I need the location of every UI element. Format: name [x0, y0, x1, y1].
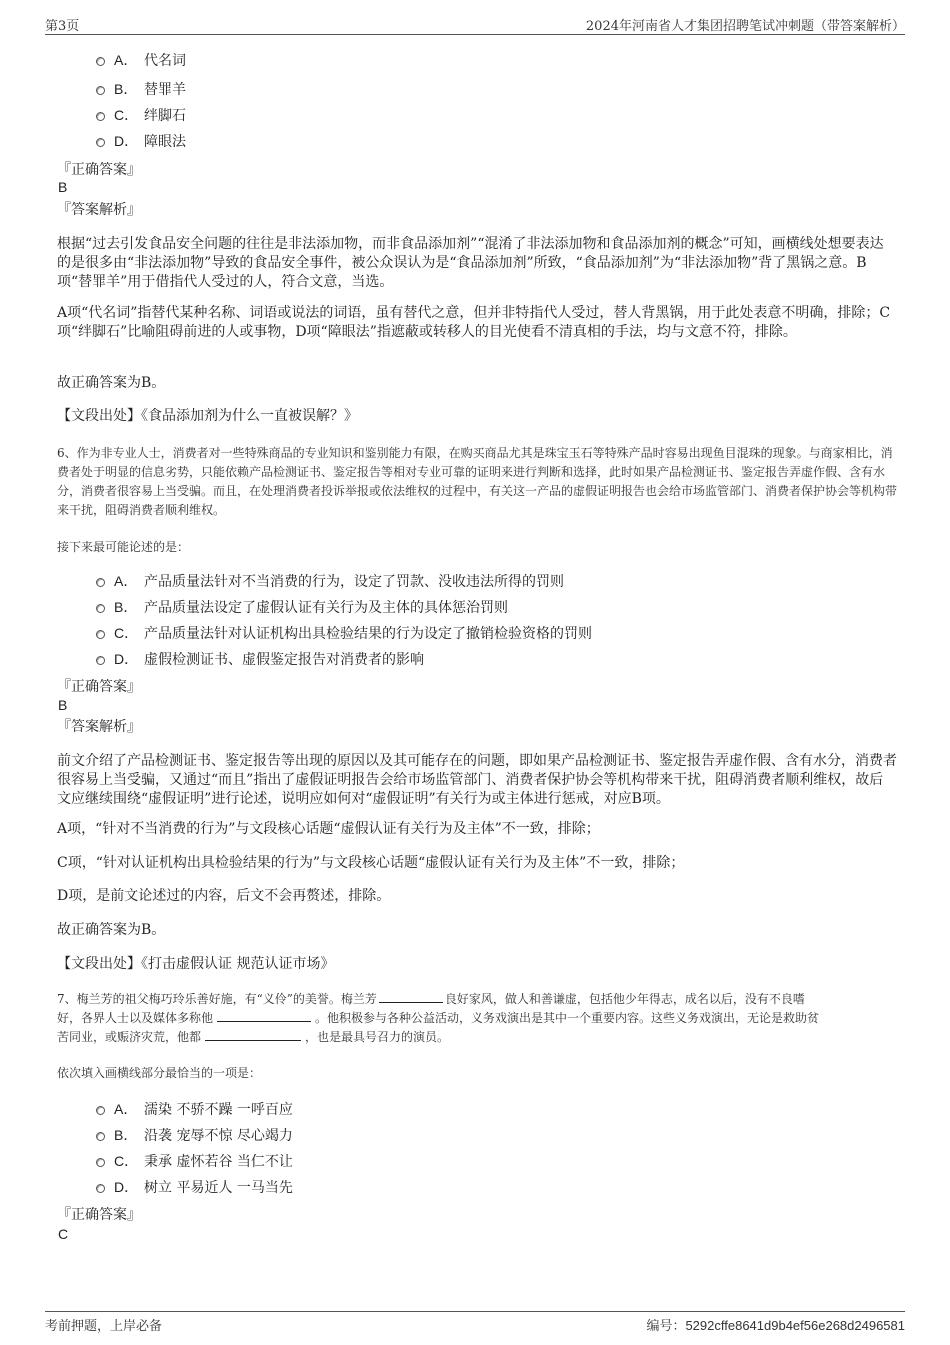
- option-letter: A．: [114, 52, 138, 68]
- q6-option-a[interactable]: [96, 571, 564, 591]
- q7-option-b[interactable]: [96, 1125, 293, 1145]
- q6-analysis-c: C项，“针对认证机构出具检验结果的行为”与文段核心话题“虚假认证有关行为及主体”不一致，排除；: [57, 855, 685, 871]
- option-letter: A．: [114, 1101, 138, 1117]
- option-letter: C．: [114, 625, 139, 641]
- blank-3[interactable]: [205, 1028, 301, 1041]
- q7-stem-part-6: ，也是最具号召力的演员。: [305, 1030, 450, 1044]
- radio-icon[interactable]: [96, 86, 105, 95]
- page-footer: [45, 1311, 905, 1334]
- q7-option-a[interactable]: [96, 1099, 293, 1119]
- option-letter: B．: [114, 1127, 138, 1143]
- option-letter: B．: [114, 81, 138, 97]
- option-text: 沿袭 宠辱不惊 尽心竭力: [144, 1128, 293, 1144]
- option-text: 濡染 不骄不躁 一呼百应: [144, 1102, 293, 1118]
- option-letter: A．: [114, 573, 138, 589]
- option-text: 树立 平易近人 一马当先: [144, 1180, 293, 1196]
- q6-analysis-paragraph-1: 前文介绍了产品检测证书、鉴定报告等出现的原因以及其可能存在的问题，即如果产品检测证书、鉴定报告弄虚作假、含有水分，消费者很容易上当受骗，又通过“而且”指出了虚假证明报告会给市场监管部门、消费者保护协会等机构带来干扰，阻碍消费者顺利维权，故后文应继续围绕“虚假证明”进行论述，说明应如何对“虚假证明”有关行为或主体进行惩戒，对应B项。: [57, 753, 897, 807]
- q6-source: 【文段出处】《打击虚假认证 规范认证市场》: [57, 956, 335, 972]
- q5-option-d[interactable]: [96, 131, 186, 151]
- q7-stem-part-1: 7、梅兰芳的祖父梅巧玲乐善好施，有“义伶”的美誉。梅兰芳: [57, 992, 377, 1006]
- option-letter: C．: [114, 1153, 139, 1169]
- option-letter: D．: [114, 1179, 139, 1195]
- q6-analysis-a: A项，“针对不当消费的行为”与文段核心话题“虚假认证有关行为及主体”不一致，排除；: [57, 821, 600, 837]
- option-text: 替罪羊: [144, 82, 186, 98]
- document-id: 编号：5292cffe8641d9b4ef56e268d2496581: [646, 1318, 905, 1333]
- q5-analysis-paragraph-1: 根据“过去引发食品安全问题的往往是非法添加物，而非食品添加剂”“混淆了非法添加物和食品添加剂的概念”可知，画横线处想要表达的是很多由“非法添加物”导致的食品安全事件，被公众误认为是“食品添加剂”所致，“食品添加剂”为“非法添加物”背了黑锅之意。B项“替罪羊”用于借指代人受过的人，符合文意，当选。: [57, 236, 884, 290]
- radio-icon[interactable]: [96, 1106, 105, 1115]
- radio-icon[interactable]: [96, 656, 105, 665]
- radio-icon[interactable]: [96, 578, 105, 587]
- option-letter: C．: [114, 107, 139, 123]
- q7-stem-part-3: 好，各界人士以及媒体多称他: [57, 1011, 214, 1025]
- q5-answer-label: 『正确答案』: [57, 162, 141, 178]
- radio-icon[interactable]: [96, 138, 105, 147]
- option-text: 产品质量法针对不当消费的行为，设定了罚款、没收违法所得的罚则: [144, 574, 564, 590]
- option-letter: D．: [114, 651, 139, 667]
- q6-analysis-d: D项，是前文论述过的内容，后文不会再赘述，排除。: [57, 888, 391, 904]
- q7-answer: C: [58, 1226, 69, 1242]
- option-text: 秉承 虚怀若谷 当仁不让: [144, 1154, 293, 1170]
- radio-icon[interactable]: [96, 1158, 105, 1167]
- radio-icon[interactable]: [96, 112, 105, 121]
- option-text: 虚假检测证书、虚假鉴定报告对消费者的影响: [144, 652, 424, 668]
- q7-stem: [57, 990, 900, 1047]
- radio-icon[interactable]: [96, 1184, 105, 1193]
- q7-stem-part-4: 。他积极参与各种公益活动，义务戏演出是其中一个重要内容。这些义务戏演出，无论是救助贫: [315, 1011, 820, 1025]
- q7-stem-part-2: 良好家风，做人和善谦虚，包括他少年得志，成名以后，没有不良嗜: [444, 992, 805, 1006]
- footer-slogan: 考前押题，上岸必备: [45, 1319, 163, 1334]
- blank-2[interactable]: [217, 1009, 311, 1022]
- q5-analysis-label: 『答案解析』: [57, 202, 141, 218]
- option-letter: D．: [114, 133, 139, 149]
- q5-option-b[interactable]: [96, 79, 186, 99]
- q5-conclusion: 故正确答案为B。: [57, 375, 166, 391]
- q5-option-c[interactable]: [96, 105, 186, 125]
- q6-answer-label: 『正确答案』: [57, 679, 141, 695]
- radio-icon[interactable]: [96, 630, 105, 639]
- q5-source: 【文段出处】《食品添加剂为什么一直被误解？》: [57, 408, 358, 424]
- q6-stem: 6、作为非专业人士，消费者对一些特殊商品的专业知识和鉴别能力有限，在购买商品尤其是珠宝玉石等特殊产品时容易出现鱼目混珠的现象。与商家相比，消费者处于明显的信息劣势，只能依赖产品检测证书、鉴定报告等相对专业可靠的证明来进行判断和选择，此时如果产品检测证书、鉴定报告弄虚作假、含有水分，消费者很容易上当受骗。而且，在处理消费者投诉举报或依法维权的过程中，有关这一产品的虚假证明报告也会给市场监管部门、消费者保护协会等机构带来干扰，阻碍消费者顺利维权。: [57, 446, 898, 517]
- q7-option-c[interactable]: [96, 1151, 293, 1171]
- q6-option-b[interactable]: [96, 597, 508, 617]
- document-title: 2024年河南省人才集团招聘笔试冲刺题（带答案解析）: [585, 19, 905, 34]
- q6-conclusion: 故正确答案为B。: [57, 922, 166, 938]
- radio-icon[interactable]: [96, 57, 105, 66]
- radio-icon[interactable]: [96, 1132, 105, 1141]
- option-text: 障眼法: [144, 134, 186, 150]
- q5-answer: B: [58, 179, 68, 195]
- q6-option-c[interactable]: [96, 623, 592, 643]
- option-text: 代名词: [144, 53, 186, 69]
- option-text: 产品质量法针对认证机构出具检验结果的行为设定了撤销检验资格的罚则: [144, 626, 592, 642]
- q6-answer: B: [58, 697, 68, 713]
- q7-option-d[interactable]: [96, 1177, 293, 1197]
- q7-question: 依次填入画横线部分最恰当的一项是：: [57, 1066, 262, 1080]
- q6-analysis-label: 『答案解析』: [57, 719, 141, 735]
- page-number: 第3页: [45, 19, 80, 34]
- radio-icon[interactable]: [96, 604, 105, 613]
- blank-1[interactable]: [379, 990, 443, 1003]
- q7-stem-part-5: 苦同业，或赈济灾荒，他都: [57, 1030, 202, 1044]
- option-letter: B．: [114, 599, 138, 615]
- q7-answer-label: 『正确答案』: [57, 1207, 141, 1223]
- q6-question: 接下来最可能论述的是：: [57, 540, 190, 554]
- page-header: [45, 14, 905, 35]
- q5-option-a[interactable]: [96, 50, 186, 70]
- option-text: 产品质量法设定了虚假认证有关行为及主体的具体惩治罚则: [144, 600, 508, 616]
- option-text: 绊脚石: [144, 108, 186, 124]
- q6-option-d[interactable]: [96, 649, 424, 669]
- q5-analysis-paragraph-2: A项“代名词”指替代某种名称、词语或说法的词语，虽有替代之意，但并非特指代人受过，替人背黑锅，用于此处表意不明确，排除；C项“绊脚石”比喻阻碍前进的人或事物，D项“障眼法”指遮蔽或转移人的目光使看不清真相的手法，均与文意不符，排除。: [57, 305, 891, 340]
